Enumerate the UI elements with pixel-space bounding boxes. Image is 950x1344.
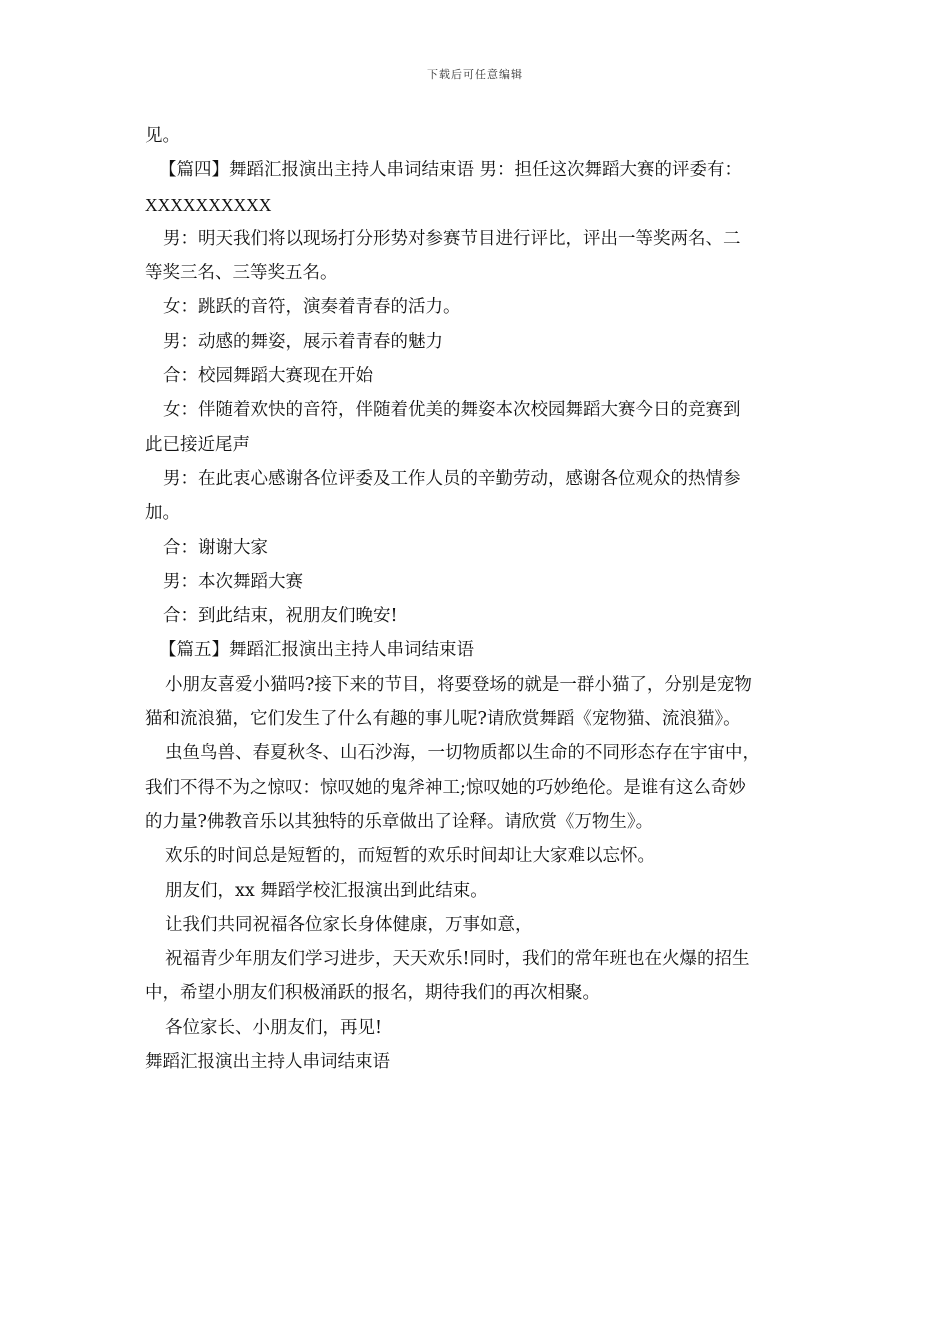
paragraph-line: 猫和流浪猫，它们发生了什么有趣的事儿呢?请欣赏舞蹈《宠物猫、流浪猫》。 <box>145 709 741 730</box>
document-footer-title: 舞蹈汇报演出主持人串词结束语 <box>145 1052 390 1073</box>
paragraph-line: 此已接近尾声 <box>145 434 250 455</box>
paragraph-line: 男：明天我们将以现场打分形势对参赛节目进行评比，评出一等奖两名、二 <box>163 228 741 249</box>
paragraph-line: 合：谢谢大家 <box>163 537 268 558</box>
paragraph-line: 女：伴随着欢快的音符，伴随着优美的舞姿本次校园舞蹈大赛今日的竞赛到 <box>163 400 741 421</box>
paragraph-line: 朋友们，xx 舞蹈学校汇报演出到此结束。 <box>165 880 488 901</box>
paragraph-line: 各位家长、小朋友们，再见! <box>165 1017 383 1038</box>
section-heading: 【篇五】舞蹈汇报演出主持人串词结束语 <box>159 640 474 661</box>
paragraph-line: 等奖三名、三等奖五名。 <box>145 263 338 284</box>
paragraph-line: 合：到此结束，祝朋友们晚安! <box>163 606 398 627</box>
paragraph-line: 男：动感的舞姿，展示着青春的魅力 <box>163 331 443 352</box>
paragraph-line: 我们不得不为之惊叹：惊叹她的鬼斧神工;惊叹她的巧妙绝伦。是谁有这么奇妙 <box>145 777 746 798</box>
paragraph-line: 祝福青少年朋友们学习进步，天天欢乐!同时，我们的常年班也在火爆的招生 <box>165 949 750 970</box>
document-body <box>145 119 815 1079</box>
paragraph-line: 虫鱼鸟兽、春夏秋冬、山石沙海，一切物质都以生命的不同形态存在宇宙中， <box>165 743 760 764</box>
paragraph-line: 让我们共同祝福各位家长身体健康，万事如意， <box>165 914 533 935</box>
section-heading: 【篇四】舞蹈汇报演出主持人串词结束语 男：担任这次舞蹈大赛的评委有： <box>159 160 743 181</box>
paragraph-line: 的力量?佛教音乐以其独特的乐章做出了诠释。请欣赏《万物生》。 <box>145 811 654 832</box>
paragraph-line: 加。 <box>145 503 180 524</box>
paragraph-line: XXXXXXXXXX <box>145 194 272 215</box>
paragraph-line: 合：校园舞蹈大赛现在开始 <box>163 366 373 387</box>
paragraph-line: 中，希望小朋友们积极涌跃的报名，期待我们的再次相聚。 <box>145 983 600 1004</box>
paragraph-line: 欢乐的时间总是短暂的，而短暂的欢乐时间却让大家难以忘怀。 <box>165 846 655 867</box>
paragraph-line: 男：本次舞蹈大赛 <box>163 571 303 592</box>
paragraph-line: 见。 <box>145 126 180 146</box>
paragraph-line: 女：跳跃的音符，演奏着青春的活力。 <box>163 297 461 318</box>
paragraph-line: 小朋友喜爱小猫吗?接下来的节目，将要登场的就是一群小猫了，分别是宠物 <box>165 674 752 695</box>
paragraph-line: 男：在此衷心感谢各位评委及工作人员的辛勤劳动，感谢各位观众的热情参 <box>163 468 741 489</box>
page-header-note: 下载后可任意编辑 <box>427 68 523 81</box>
